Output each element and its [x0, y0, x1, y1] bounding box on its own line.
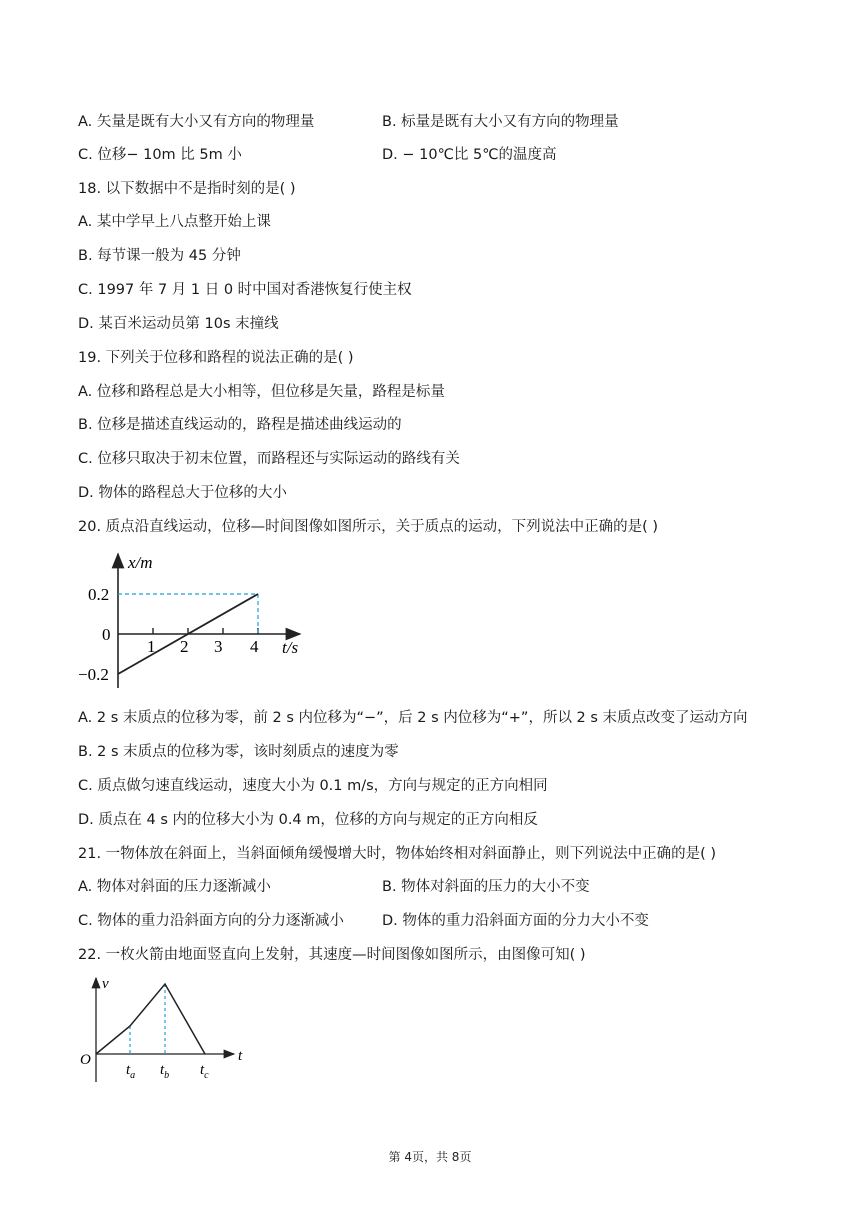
- q19-option-a: A. 位移和路程总是大小相等，但位移是矢量，路程是标量: [78, 384, 445, 400]
- vt-series-line: [96, 984, 205, 1054]
- q21-option-c: C. 物体的重力沿斜面方向的分力逐渐减小: [78, 913, 344, 929]
- xt-y-label: x/m: [128, 553, 153, 572]
- xt-y-tick-0: 0: [102, 625, 111, 644]
- vt-tick-ta: $t_a$: [126, 1062, 136, 1081]
- xt-x-label: t/s: [282, 638, 299, 657]
- q21-option-d: D. 物体的重力沿斜面方面的分力大小不变: [382, 913, 649, 929]
- q18-option-c: C. 1997 年 7 月 1 日 0 时中国对香港恢复行使主权: [78, 282, 412, 298]
- q17-option-a: A. 矢量是既有大小又有方向的物理量: [78, 114, 315, 130]
- q20-option-a: A. 2 s 末质点的位移为零，前 2 s 内位移为“−”，后 2 s 内位移为“+”，所以 2 s 末质点改变了运动方向: [78, 710, 748, 726]
- q19-option-b: B. 位移是描述直线运动的，路程是描述曲线运动的: [78, 417, 402, 433]
- vt-y-label: v: [102, 976, 109, 992]
- q20-stem: 20. 质点沿直线运动，位移—时间图像如图所示，关于质点的运动，下列说法中正确的是( ): [78, 519, 659, 535]
- q18-stem: 18. 以下数据中不是指时刻的是( ): [78, 181, 296, 197]
- q17-option-d: D. − 10℃比 5℃的温度高: [382, 147, 557, 163]
- q22-stem: 22. 一枚火箭由地面竖直向上发射，其速度—时间图像如图所示，由图像可知( ): [78, 947, 586, 963]
- q20-option-b: B. 2 s 末质点的位移为零，该时刻质点的速度为零: [78, 744, 399, 760]
- q18-option-b: B. 每节课一般为 45 分钟: [78, 248, 241, 264]
- vt-origin-label: O: [80, 1052, 91, 1068]
- page-footer: 第 4页，共 8页: [388, 1150, 472, 1164]
- q19-option-c: C. 位移只取决于初末位置，而路程还与实际运动的路线有关: [78, 451, 460, 467]
- xt-graph: [74, 548, 314, 693]
- q20-option-c: C. 质点做匀速直线运动，速度大小为 0.1 m/s，方向与规定的正方向相同: [78, 778, 548, 794]
- xt-y-tick-02: 0.2: [88, 585, 110, 604]
- xt-y-tick-neg02: −0.2: [78, 665, 109, 684]
- q18-option-d: D. 某百米运动员第 10s 末撞线: [78, 316, 279, 332]
- q19-stem: 19. 下列关于位移和路程的说法正确的是( ): [78, 350, 354, 366]
- vt-tick-tc: $t_c$: [200, 1062, 209, 1081]
- q21-option-a: A. 物体对斜面的压力逐渐减小: [78, 879, 271, 895]
- vt-tick-tb: $t_b$: [160, 1062, 170, 1081]
- q21-stem: 21. 一物体放在斜面上，当斜面倾角缓慢增大时，物体始终相对斜面静止，则下列说法中正确的是( ): [78, 846, 717, 862]
- q19-option-d: D. 物体的路程总大于位移的大小: [78, 485, 287, 501]
- xt-x-tick-3: 3: [214, 637, 223, 656]
- vt-x-label: t: [238, 1048, 243, 1064]
- q21-option-b: B. 物体对斜面的压力的大小不变: [382, 879, 590, 895]
- xt-x-tick-1: 1: [147, 637, 156, 656]
- q17-option-c: C. 位移− 10m 比 5m 小: [78, 147, 242, 163]
- xt-x-tick-4: 4: [250, 637, 259, 656]
- q18-option-a: A. 某中学早上八点整开始上课: [78, 214, 271, 230]
- vt-graph: [74, 972, 254, 1084]
- q17-option-b: B. 标量是既有大小又有方向的物理量: [382, 114, 619, 130]
- q20-option-d: D. 质点在 4 s 内的位移大小为 0.4 m，位移的方向与规定的正方向相反: [78, 812, 538, 828]
- xt-x-tick-2: 2: [180, 637, 189, 656]
